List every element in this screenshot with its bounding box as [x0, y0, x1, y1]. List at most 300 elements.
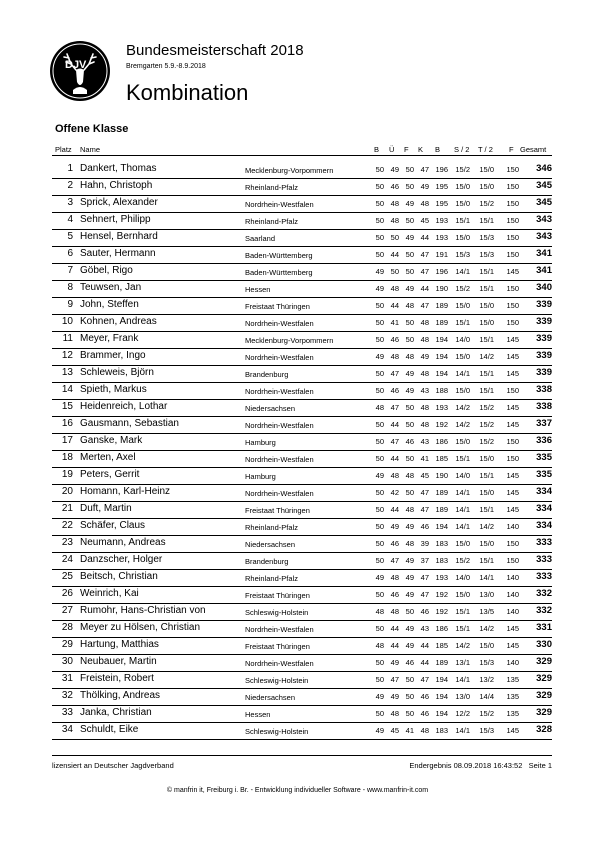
- col-platz: Platz: [55, 145, 72, 154]
- score-b1-cell: 49: [375, 573, 384, 582]
- col-name: Name: [80, 145, 101, 154]
- score-f-cell: 49: [405, 590, 414, 599]
- score-f2-cell: 145: [506, 267, 519, 276]
- name-cell: Peters, Gerrit: [80, 469, 140, 480]
- table-row: [52, 688, 552, 706]
- total-cell: 332: [536, 588, 552, 599]
- score-f-cell: 48: [405, 505, 414, 514]
- event-dates: Bremgarten 5.9.-8.9.2018: [126, 63, 206, 70]
- score-s2-cell: 14/2: [455, 420, 470, 429]
- score-b1-cell: 50: [375, 454, 384, 463]
- rank-cell: 25: [61, 571, 73, 582]
- score-t2-cell: 15/0: [479, 165, 494, 174]
- state-cell: Schleswig-Holstein: [245, 727, 309, 736]
- rank-cell: 28: [61, 622, 73, 633]
- table-row: [52, 399, 552, 417]
- score-f2-cell: 150: [506, 539, 519, 548]
- rank-cell: 5: [67, 231, 73, 242]
- score-f-cell: 49: [405, 369, 414, 378]
- page-title: Bundesmeisterschaft 2018: [126, 42, 304, 59]
- name-cell: Ganske, Mark: [80, 435, 143, 446]
- score-f2-cell: 145: [506, 641, 519, 650]
- score-f2-cell: 140: [506, 573, 519, 582]
- score-b2-cell: 192: [435, 420, 448, 429]
- state-cell: Brandenburg: [245, 370, 289, 379]
- score-t2-cell: 14/2: [479, 352, 494, 361]
- score-f2-cell: 145: [506, 488, 519, 497]
- score-u-cell: 48: [390, 607, 399, 616]
- score-k-cell: 44: [420, 233, 429, 242]
- score-b1-cell: 50: [375, 420, 384, 429]
- score-f2-cell: 150: [506, 216, 519, 225]
- table-row: [52, 348, 552, 366]
- score-b2-cell: 185: [435, 641, 448, 650]
- score-k-cell: 47: [420, 250, 429, 259]
- name-cell: Sehnert, Philipp: [80, 214, 151, 225]
- score-b2-cell: 194: [435, 352, 448, 361]
- score-b2-cell: 190: [435, 284, 448, 293]
- score-k-cell: 48: [420, 403, 429, 412]
- score-t2-cell: 15/1: [479, 471, 494, 480]
- table-row: [52, 229, 552, 247]
- score-t2-cell: 15/0: [479, 539, 494, 548]
- score-s2-cell: 15/2: [455, 284, 470, 293]
- score-b1-cell: 50: [375, 318, 384, 327]
- state-cell: Nordrhein-Westfalen: [245, 489, 314, 498]
- total-cell: 341: [536, 265, 552, 276]
- score-k-cell: 47: [420, 165, 429, 174]
- score-b1-cell: 50: [375, 165, 384, 174]
- score-b2-cell: 196: [435, 165, 448, 174]
- score-f2-cell: 150: [506, 233, 519, 242]
- score-b1-cell: 50: [375, 539, 384, 548]
- score-s2-cell: 15/0: [455, 233, 470, 242]
- table-row: [52, 569, 552, 587]
- rank-cell: 33: [61, 707, 73, 718]
- rank-cell: 32: [61, 690, 73, 701]
- score-u-cell: 42: [390, 488, 399, 497]
- state-cell: Freistaat Thüringen: [245, 591, 310, 600]
- table-row: [52, 365, 552, 383]
- score-u-cell: 49: [390, 692, 399, 701]
- score-u-cell: 48: [390, 216, 399, 225]
- total-cell: 333: [536, 554, 552, 565]
- score-b1-cell: 48: [375, 607, 384, 616]
- score-t2-cell: 15/0: [479, 182, 494, 191]
- score-k-cell: 47: [420, 590, 429, 599]
- score-s2-cell: 13/1: [455, 658, 470, 667]
- score-u-cell: 49: [390, 658, 399, 667]
- score-k-cell: 48: [420, 318, 429, 327]
- rank-cell: 4: [67, 214, 73, 225]
- state-cell: Saarland: [245, 234, 276, 243]
- score-f2-cell: 140: [506, 658, 519, 667]
- state-cell: Schleswig-Holstein: [245, 608, 309, 617]
- score-f2-cell: 150: [506, 437, 519, 446]
- name-cell: Brammer, Ingo: [80, 350, 146, 361]
- logo-text: DJV: [65, 59, 87, 71]
- score-f-cell: 50: [405, 182, 414, 191]
- score-k-cell: 46: [420, 709, 429, 718]
- rank-cell: 18: [61, 452, 73, 463]
- score-s2-cell: 15/0: [455, 182, 470, 191]
- score-b2-cell: 192: [435, 590, 448, 599]
- score-f-cell: 49: [405, 522, 414, 531]
- score-b1-cell: 50: [375, 556, 384, 565]
- score-b2-cell: 193: [435, 216, 448, 225]
- score-u-cell: 47: [390, 556, 399, 565]
- score-f2-cell: 150: [506, 318, 519, 327]
- name-cell: Danzscher, Holger: [80, 554, 163, 565]
- score-t2-cell: 15/2: [479, 199, 494, 208]
- total-cell: 336: [536, 435, 552, 446]
- score-s2-cell: 15/2: [455, 165, 470, 174]
- name-cell: Hahn, Christoph: [80, 180, 153, 191]
- table-row: [52, 518, 552, 536]
- score-b2-cell: 183: [435, 726, 448, 735]
- score-f2-cell: 140: [506, 607, 519, 616]
- score-f-cell: 48: [405, 471, 414, 480]
- col-u: Ü: [389, 145, 395, 154]
- score-t2-cell: 13/0: [479, 590, 494, 599]
- score-f-cell: 50: [405, 675, 414, 684]
- score-f2-cell: 150: [506, 454, 519, 463]
- state-cell: Hessen: [245, 710, 271, 719]
- score-f2-cell: 135: [506, 709, 519, 718]
- rank-cell: 23: [61, 537, 73, 548]
- state-cell: Freistaat Thüringen: [245, 642, 310, 651]
- total-cell: 339: [536, 299, 552, 310]
- name-cell: Rumohr, Hans-Christian von: [80, 605, 206, 616]
- djv-logo: [49, 40, 111, 102]
- total-cell: 334: [536, 520, 552, 531]
- table-row: [52, 620, 552, 638]
- state-cell: Baden-Württemberg: [245, 251, 313, 260]
- score-t2-cell: 15/1: [479, 386, 494, 395]
- total-cell: 339: [536, 367, 552, 378]
- table-row: [52, 586, 552, 604]
- rank-cell: 19: [61, 469, 73, 480]
- score-u-cell: 47: [390, 437, 399, 446]
- score-b2-cell: 195: [435, 199, 448, 208]
- state-cell: Mecklenburg-Vorpommern: [245, 336, 334, 345]
- score-b1-cell: 50: [375, 709, 384, 718]
- total-cell: 337: [536, 418, 552, 429]
- score-u-cell: 49: [390, 522, 399, 531]
- state-cell: Nordrhein-Westfalen: [245, 353, 314, 362]
- score-b2-cell: 193: [435, 573, 448, 582]
- score-f2-cell: 150: [506, 386, 519, 395]
- rank-cell: 17: [61, 435, 73, 446]
- score-f-cell: 50: [405, 335, 414, 344]
- rank-cell: 14: [61, 384, 73, 395]
- score-b1-cell: 50: [375, 522, 384, 531]
- score-s2-cell: 14/1: [455, 726, 470, 735]
- score-b2-cell: 194: [435, 335, 448, 344]
- score-b2-cell: 190: [435, 471, 448, 480]
- score-f-cell: 50: [405, 709, 414, 718]
- license-note: lizensiert an Deutscher Jagdverband: [52, 761, 174, 770]
- score-f2-cell: 150: [506, 556, 519, 565]
- rank-cell: 29: [61, 639, 73, 650]
- score-f2-cell: 145: [506, 726, 519, 735]
- score-b1-cell: 49: [375, 692, 384, 701]
- score-s2-cell: 14/1: [455, 267, 470, 276]
- score-s2-cell: 15/1: [455, 624, 470, 633]
- score-s2-cell: 14/2: [455, 641, 470, 650]
- score-s2-cell: 15/0: [455, 301, 470, 310]
- score-k-cell: 39: [420, 539, 429, 548]
- score-b2-cell: 194: [435, 709, 448, 718]
- score-f2-cell: 135: [506, 692, 519, 701]
- score-f-cell: 50: [405, 216, 414, 225]
- score-f2-cell: 145: [506, 420, 519, 429]
- score-s2-cell: 15/1: [455, 607, 470, 616]
- score-b2-cell: 183: [435, 539, 448, 548]
- score-f-cell: 49: [405, 624, 414, 633]
- score-s2-cell: 15/2: [455, 556, 470, 565]
- score-b2-cell: 189: [435, 318, 448, 327]
- table-row: [52, 178, 552, 196]
- score-t2-cell: 14/4: [479, 692, 494, 701]
- score-k-cell: 49: [420, 352, 429, 361]
- table-row: [52, 416, 552, 434]
- header-divider: [52, 155, 552, 156]
- score-k-cell: 47: [420, 301, 429, 310]
- total-cell: 339: [536, 350, 552, 361]
- total-cell: 343: [536, 231, 552, 242]
- score-b2-cell: 194: [435, 692, 448, 701]
- score-k-cell: 47: [420, 488, 429, 497]
- score-b1-cell: 50: [375, 233, 384, 242]
- rank-cell: 22: [61, 520, 73, 531]
- name-cell: Teuwsen, Jan: [80, 282, 142, 293]
- score-b1-cell: 50: [375, 369, 384, 378]
- table-row: [52, 297, 552, 315]
- score-b1-cell: 50: [375, 182, 384, 191]
- state-cell: Schleswig-Holstein: [245, 676, 309, 685]
- score-t2-cell: 14/1: [479, 573, 494, 582]
- score-b1-cell: 50: [375, 199, 384, 208]
- state-cell: Freistaat Thüringen: [245, 302, 310, 311]
- score-k-cell: 48: [420, 369, 429, 378]
- name-cell: Weinrich, Kai: [80, 588, 139, 599]
- score-b2-cell: 194: [435, 369, 448, 378]
- score-k-cell: 48: [420, 420, 429, 429]
- score-b1-cell: 50: [375, 488, 384, 497]
- score-t2-cell: 15/1: [479, 284, 494, 293]
- rank-cell: 30: [61, 656, 73, 667]
- score-u-cell: 48: [390, 284, 399, 293]
- col-t2: T / 2: [478, 145, 493, 154]
- score-b1-cell: 49: [375, 471, 384, 480]
- table-row: [52, 535, 552, 553]
- score-f-cell: 49: [405, 641, 414, 650]
- rank-cell: 34: [61, 724, 73, 735]
- score-f-cell: 46: [405, 658, 414, 667]
- score-f-cell: 50: [405, 165, 414, 174]
- score-s2-cell: 14/2: [455, 403, 470, 412]
- rank-cell: 8: [67, 282, 73, 293]
- name-cell: Dankert, Thomas: [80, 163, 157, 174]
- score-f-cell: 48: [405, 352, 414, 361]
- table-row: [52, 314, 552, 332]
- score-s2-cell: 15/3: [455, 250, 470, 259]
- score-f-cell: 48: [405, 301, 414, 310]
- score-s2-cell: 14/1: [455, 675, 470, 684]
- total-cell: 333: [536, 571, 552, 582]
- score-f-cell: 50: [405, 607, 414, 616]
- score-b1-cell: 50: [375, 675, 384, 684]
- footer-divider: [52, 755, 552, 756]
- score-b2-cell: 189: [435, 505, 448, 514]
- state-cell: Niedersachsen: [245, 540, 296, 549]
- score-u-cell: 48: [390, 573, 399, 582]
- score-u-cell: 50: [390, 267, 399, 276]
- score-u-cell: 41: [390, 318, 399, 327]
- copyright-note: © manfrin it, Freiburg i. Br. - Entwicklung individueller Software - www.manfrin-it.com: [166, 787, 429, 794]
- score-b1-cell: 48: [375, 403, 384, 412]
- table-row: [52, 705, 552, 723]
- rank-cell: 15: [61, 401, 73, 412]
- total-cell: 338: [536, 401, 552, 412]
- score-s2-cell: 14/1: [455, 369, 470, 378]
- score-f-cell: 41: [405, 726, 414, 735]
- state-cell: Nordrhein-Westfalen: [245, 387, 314, 396]
- score-s2-cell: 14/0: [455, 573, 470, 582]
- col-f2: F: [509, 145, 514, 154]
- score-u-cell: 44: [390, 250, 399, 259]
- score-t2-cell: 15/0: [479, 641, 494, 650]
- score-b1-cell: 49: [375, 352, 384, 361]
- name-cell: Schäfer, Claus: [80, 520, 146, 531]
- score-s2-cell: 14/1: [455, 505, 470, 514]
- score-s2-cell: 15/1: [455, 454, 470, 463]
- score-s2-cell: 15/0: [455, 386, 470, 395]
- rank-cell: 9: [67, 299, 73, 310]
- score-t2-cell: 15/1: [479, 216, 494, 225]
- state-cell: Rheinland-Pfalz: [245, 574, 298, 583]
- score-f-cell: 50: [405, 267, 414, 276]
- rank-cell: 20: [61, 486, 73, 497]
- score-s2-cell: 14/0: [455, 335, 470, 344]
- score-b1-cell: 49: [375, 284, 384, 293]
- col-k: K: [418, 145, 424, 154]
- score-b2-cell: 196: [435, 267, 448, 276]
- state-cell: Nordrhein-Westfalen: [245, 200, 314, 209]
- score-f-cell: 50: [405, 318, 414, 327]
- state-cell: Hessen: [245, 285, 271, 294]
- score-u-cell: 48: [390, 471, 399, 480]
- score-u-cell: 44: [390, 641, 399, 650]
- score-u-cell: 50: [390, 233, 399, 242]
- score-b2-cell: 195: [435, 182, 448, 191]
- col-gesamt: Gesamt: [520, 145, 547, 154]
- score-u-cell: 46: [390, 539, 399, 548]
- score-b2-cell: 186: [435, 437, 448, 446]
- score-f-cell: 49: [405, 573, 414, 582]
- score-u-cell: 47: [390, 675, 399, 684]
- rank-cell: 16: [61, 418, 73, 429]
- score-b2-cell: 194: [435, 522, 448, 531]
- col-b1: B: [374, 145, 380, 154]
- score-f-cell: 50: [405, 692, 414, 701]
- score-t2-cell: 15/3: [479, 233, 494, 242]
- score-s2-cell: 15/1: [455, 216, 470, 225]
- name-cell: Schleweis, Björn: [80, 367, 154, 378]
- total-cell: 329: [536, 690, 552, 701]
- score-f2-cell: 140: [506, 590, 519, 599]
- score-k-cell: 37: [420, 556, 429, 565]
- rank-cell: 3: [67, 197, 73, 208]
- score-s2-cell: 15/0: [455, 352, 470, 361]
- score-t2-cell: 15/2: [479, 709, 494, 718]
- score-b2-cell: 193: [435, 403, 448, 412]
- name-cell: Meyer zu Hölsen, Christian: [80, 622, 201, 633]
- score-b1-cell: 50: [375, 335, 384, 344]
- score-k-cell: 44: [420, 641, 429, 650]
- total-cell: 328: [536, 724, 552, 735]
- score-u-cell: 47: [390, 369, 399, 378]
- score-f-cell: 50: [405, 488, 414, 497]
- score-u-cell: 48: [390, 709, 399, 718]
- score-f2-cell: 145: [506, 352, 519, 361]
- score-b1-cell: 50: [375, 250, 384, 259]
- name-cell: Neumann, Andreas: [80, 537, 166, 548]
- state-cell: Brandenburg: [245, 557, 289, 566]
- score-b2-cell: 183: [435, 556, 448, 565]
- state-cell: Mecklenburg-Vorpommern: [245, 166, 334, 175]
- score-s2-cell: 14/1: [455, 488, 470, 497]
- score-k-cell: 48: [420, 199, 429, 208]
- score-s2-cell: 13/0: [455, 692, 470, 701]
- score-k-cell: 47: [420, 505, 429, 514]
- table-row: [52, 433, 552, 451]
- score-t2-cell: 15/1: [479, 369, 494, 378]
- name-cell: Homann, Karl-Heinz: [80, 486, 171, 497]
- score-b2-cell: 185: [435, 454, 448, 463]
- rank-cell: 24: [61, 554, 73, 565]
- score-k-cell: 47: [420, 267, 429, 276]
- total-cell: 345: [536, 180, 552, 191]
- state-cell: Nordrhein-Westfalen: [245, 421, 314, 430]
- score-s2-cell: 14/0: [455, 471, 470, 480]
- rank-cell: 12: [61, 350, 73, 361]
- rank-cell: 31: [61, 673, 73, 684]
- score-t2-cell: 13/2: [479, 675, 494, 684]
- name-cell: Freistein, Robert: [80, 673, 154, 684]
- score-u-cell: 46: [390, 590, 399, 599]
- score-f2-cell: 145: [506, 403, 519, 412]
- score-t2-cell: 14/2: [479, 522, 494, 531]
- state-cell: Niedersachsen: [245, 404, 296, 413]
- table-row: [52, 331, 552, 349]
- table-row: [52, 212, 552, 230]
- score-t2-cell: 15/2: [479, 420, 494, 429]
- total-cell: 346: [536, 163, 552, 174]
- col-f: F: [404, 145, 409, 154]
- table-row: [52, 501, 552, 519]
- score-b1-cell: 50: [375, 658, 384, 667]
- col-s2: S / 2: [454, 145, 470, 154]
- score-t2-cell: 15/1: [479, 335, 494, 344]
- total-cell: 335: [536, 452, 552, 463]
- score-u-cell: 44: [390, 624, 399, 633]
- score-k-cell: 47: [420, 675, 429, 684]
- score-b1-cell: 49: [375, 726, 384, 735]
- score-f-cell: 50: [405, 250, 414, 259]
- name-cell: Hartung, Matthias: [80, 639, 159, 650]
